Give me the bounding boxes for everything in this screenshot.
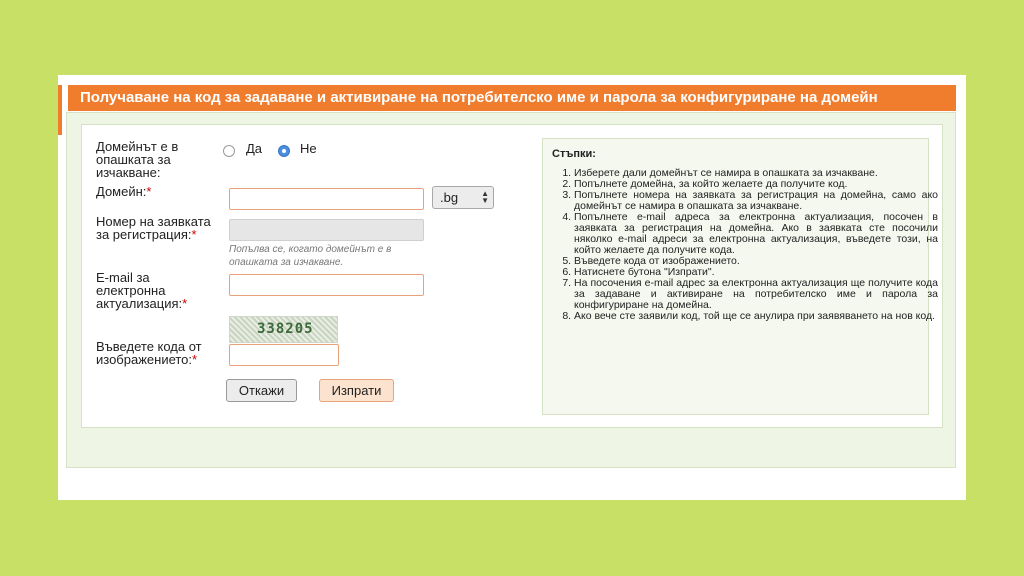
step-item: 1. Изберете дали домейнът се намира в опашката за изчакване. [574,168,938,179]
tld-select[interactable] [432,186,494,209]
captcha-text: 338205 [257,321,314,337]
radio-yes[interactable] [223,145,235,157]
radio-yes-label: Да [246,141,263,156]
tld-select-value: .bg [440,190,459,205]
page-title: Получаване на код за задаване и активиране на потребителско име и парола за конфигуриране на домейн [68,85,956,111]
step-item: 2. Попълнете домейна, за който желаете да получите код. [574,179,938,190]
steps-list [556,168,938,322]
submit-button[interactable]: Изпрати [319,379,394,402]
radio-no-label: Не [300,141,317,156]
request-number-label: Номер на заявката за регистрация:* [96,214,211,242]
request-number-hint: Попълва се, когато домейнът е в опашката за изчакване. [229,244,392,268]
captcha-image [229,316,338,343]
queue-label: Домейнът е в опашката за изчакване: [96,139,179,180]
domain-input[interactable] [229,188,424,210]
header-accent [58,85,62,135]
select-arrows-icon: ▲ ▼ [481,189,489,205]
step-item: 5. Въведете кода от изображението. [574,256,938,267]
step-item: 3. Попълнете номера на заявката за регистрация на домейна, само ако домейнът се намира в опашката за изчакване. [574,190,938,212]
steps-title: Стъпки: [552,148,596,160]
email-input[interactable] [229,274,424,296]
email-label: E-mail за електронна актуализация:* [96,270,188,311]
request-number-input [229,219,424,241]
captcha-input[interactable] [229,344,339,366]
step-item: 8. Ако вече сте заявили код, той ще се анулира при заявяването на нов код. [574,311,938,322]
radio-no[interactable] [278,145,290,157]
domain-label: Домейн:* [96,184,152,199]
captcha-label: Въведете кода от изображението:* [96,339,202,367]
cancel-button[interactable]: Откажи [226,379,297,402]
step-item: 7. На посочения e-mail адрес за електронна актуализация ще получите кода за задаване и активиране на потребителско име и парола за конфигуриране на домейна. [574,278,938,311]
step-item: 6. Натиснете бутона "Изпрати". [574,267,938,278]
step-item: 4. Попълнете e-mail адреса за електронна актуализация, посочен в заявката за регистрация на домейна. Ако в заявката сте посочили няколко e-mail адреси за електронна актуализация, въведете този, на който желаете да получите кода. [574,212,938,256]
